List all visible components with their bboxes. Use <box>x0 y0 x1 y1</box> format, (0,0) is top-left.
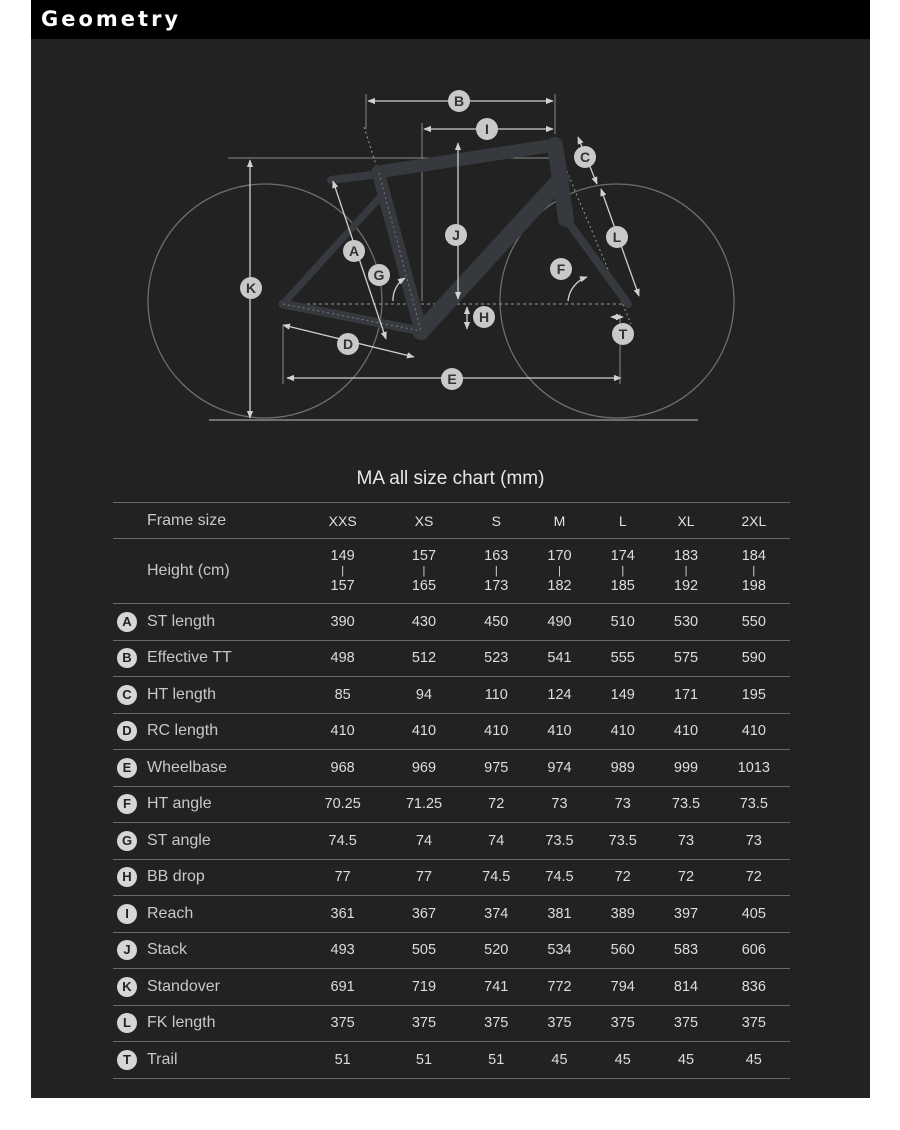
table-row <box>113 640 790 677</box>
svg-text:E: E <box>447 371 457 387</box>
size-header: L <box>591 503 654 539</box>
table-row <box>113 859 790 896</box>
svg-text:C: C <box>579 149 591 165</box>
table-cell: 72 <box>591 859 654 896</box>
row-label <box>113 859 302 896</box>
table-cell: 74 <box>383 823 464 860</box>
table-cell: 490 <box>528 604 591 641</box>
letter-badge: C <box>117 685 137 705</box>
height-cell <box>302 539 383 604</box>
height-cell <box>465 539 528 604</box>
table-cell: 975 <box>465 750 528 787</box>
letter-badge: K <box>117 977 137 997</box>
height-high: 165 <box>411 577 437 594</box>
height-low: 157 <box>411 547 437 564</box>
height-low: 184 <box>741 547 766 564</box>
row-label <box>113 677 302 714</box>
diagram-letter-a <box>343 240 365 262</box>
height-cell <box>591 539 654 604</box>
height-low: 170 <box>547 547 572 564</box>
table-cell: 410 <box>302 713 383 750</box>
svg-text:D: D <box>342 336 354 352</box>
page-title: Geometry <box>41 7 182 31</box>
table-cell: 110 <box>465 677 528 714</box>
table-cell: 814 <box>654 969 717 1006</box>
table-cell: 405 <box>718 896 790 933</box>
row-label <box>113 640 302 677</box>
frame-size-row <box>113 503 790 539</box>
table-cell: 989 <box>591 750 654 787</box>
table-cell: 969 <box>383 750 464 787</box>
letter-badge: G <box>117 831 137 851</box>
table-cell: 72 <box>654 859 717 896</box>
seat-extension-line <box>364 127 378 171</box>
row-label-text: Effective TT <box>147 649 232 667</box>
letter-badge: T <box>117 1050 137 1070</box>
table-cell: 73.5 <box>528 823 591 860</box>
diagram-letter-i <box>476 118 498 140</box>
row-label-text: HT angle <box>147 795 212 813</box>
table-cell: 73.5 <box>591 823 654 860</box>
table-cell: 375 <box>654 1005 717 1042</box>
svg-text:L: L <box>612 229 622 245</box>
diagram-letter-b <box>448 90 470 112</box>
height-high: 173 <box>484 577 509 594</box>
diagram-letter-k <box>240 277 262 299</box>
svg-text:B: B <box>453 93 465 109</box>
table-cell: 397 <box>654 896 717 933</box>
diagram-letter-e <box>441 368 463 390</box>
table-cell: 51 <box>302 1042 383 1079</box>
table-cell: 124 <box>528 677 591 714</box>
table-cell: 390 <box>302 604 383 641</box>
table-cell: 410 <box>654 713 717 750</box>
table-cell: 794 <box>591 969 654 1006</box>
size-header: XL <box>654 503 717 539</box>
table-row <box>113 823 790 860</box>
diagram-letter-c <box>574 146 596 168</box>
table-cell: 555 <box>591 640 654 677</box>
height-sep: | <box>684 564 688 577</box>
height-cell <box>383 539 464 604</box>
table-cell: 51 <box>465 1042 528 1079</box>
row-label-text: Standover <box>147 977 220 995</box>
table-cell: 410 <box>528 713 591 750</box>
table-cell: 510 <box>591 604 654 641</box>
row-label <box>113 1042 302 1079</box>
row-label <box>113 750 302 787</box>
row-label <box>113 932 302 969</box>
height-high: 185 <box>610 577 635 594</box>
table-cell: 73.5 <box>654 786 717 823</box>
table-cell: 719 <box>383 969 464 1006</box>
table-cell: 45 <box>654 1042 717 1079</box>
table-cell: 560 <box>591 932 654 969</box>
table-cell: 73 <box>654 823 717 860</box>
table-cell: 575 <box>654 640 717 677</box>
table-cell: 974 <box>528 750 591 787</box>
svg-text:H: H <box>478 309 490 325</box>
table-cell: 530 <box>654 604 717 641</box>
size-header: XS <box>383 503 464 539</box>
table-cell: 541 <box>528 640 591 677</box>
arc-f <box>568 277 587 301</box>
svg-text:J: J <box>452 227 460 243</box>
table-row <box>113 1042 790 1079</box>
table-cell: 505 <box>383 932 464 969</box>
geometry-table <box>113 502 790 1079</box>
svg-text:T: T <box>618 326 628 342</box>
table-cell: 375 <box>465 1005 528 1042</box>
size-header: M <box>528 503 591 539</box>
row-label-text: HT length <box>147 685 217 703</box>
table-cell: 74.5 <box>465 859 528 896</box>
table-cell: 45 <box>528 1042 591 1079</box>
height-low: 163 <box>484 547 509 564</box>
table-cell: 389 <box>591 896 654 933</box>
rear-wheel <box>148 184 382 418</box>
bike-geometry-diagram <box>31 39 870 459</box>
table-cell: 691 <box>302 969 383 1006</box>
letter-badge: I <box>117 904 137 924</box>
diagram-letter-l <box>606 226 628 248</box>
diagram-letter-f <box>550 258 572 280</box>
table-cell: 195 <box>718 677 790 714</box>
svg-text:F: F <box>556 261 566 277</box>
table-cell: 73 <box>528 786 591 823</box>
table-cell: 74.5 <box>528 859 591 896</box>
height-sep: | <box>621 564 625 577</box>
table-cell: 410 <box>718 713 790 750</box>
height-low: 149 <box>330 547 355 564</box>
diagram-letter-h <box>473 306 495 328</box>
diagram-letter-t <box>612 323 634 345</box>
height-sep: | <box>558 564 561 577</box>
table-cell: 70.25 <box>302 786 383 823</box>
table-cell: 85 <box>302 677 383 714</box>
table-cell: 171 <box>654 677 717 714</box>
header-bar <box>31 0 870 39</box>
table-cell: 375 <box>302 1005 383 1042</box>
row-label-text: ST angle <box>147 831 211 849</box>
table-cell: 74.5 <box>302 823 383 860</box>
letter-badge: H <box>117 867 137 887</box>
height-high: 182 <box>547 577 572 594</box>
table-row <box>113 932 790 969</box>
letter-badge: J <box>117 940 137 960</box>
height-high: 157 <box>330 577 355 594</box>
svg-text:G: G <box>373 267 385 283</box>
frame-size-label: Frame size <box>113 503 302 539</box>
letter-badge: D <box>117 721 137 741</box>
height-low: 174 <box>610 547 635 564</box>
table-cell: 520 <box>465 932 528 969</box>
row-label <box>113 604 302 641</box>
height-sep: | <box>341 564 345 577</box>
table-cell: 493 <box>302 932 383 969</box>
row-label <box>113 1005 302 1042</box>
table-cell: 94 <box>383 677 464 714</box>
table-cell: 512 <box>383 640 464 677</box>
row-label-text: RC length <box>147 722 219 740</box>
table-cell: 72 <box>718 859 790 896</box>
table-row <box>113 713 790 750</box>
table-cell: 534 <box>528 932 591 969</box>
height-cell <box>718 539 790 604</box>
letter-badge: L <box>117 1013 137 1033</box>
height-cell <box>654 539 717 604</box>
diagram-letter-g <box>368 264 390 286</box>
table-cell: 968 <box>302 750 383 787</box>
table-cell: 77 <box>302 859 383 896</box>
table-cell: 71.25 <box>383 786 464 823</box>
table-cell: 590 <box>718 640 790 677</box>
table-row <box>113 969 790 1006</box>
table-cell: 410 <box>383 713 464 750</box>
table-cell: 375 <box>591 1005 654 1042</box>
table-cell: 999 <box>654 750 717 787</box>
row-label-text: Trail <box>147 1050 178 1068</box>
row-label-text: Stack <box>147 941 188 959</box>
table-cell: 72 <box>465 786 528 823</box>
table-row <box>113 677 790 714</box>
height-low: 183 <box>673 547 699 564</box>
table-row <box>113 786 790 823</box>
height-sep: | <box>494 564 498 577</box>
table-cell: 51 <box>383 1042 464 1079</box>
table-cell: 45 <box>718 1042 790 1079</box>
table-row <box>113 896 790 933</box>
diagram-letter-j <box>445 224 467 246</box>
table-cell: 374 <box>465 896 528 933</box>
height-sep: | <box>752 564 756 577</box>
table-row <box>113 750 790 787</box>
table-cell: 381 <box>528 896 591 933</box>
row-label <box>113 969 302 1006</box>
row-label-text: Reach <box>147 904 194 922</box>
height-row <box>113 539 790 604</box>
diagram-letter-d <box>337 333 359 355</box>
table-cell: 73 <box>591 786 654 823</box>
height-cell <box>528 539 591 604</box>
svg-text:K: K <box>245 280 257 296</box>
table-cell: 149 <box>591 677 654 714</box>
row-label-text: BB drop <box>147 868 205 886</box>
row-label-text: FK length <box>147 1014 216 1032</box>
table-cell: 367 <box>383 896 464 933</box>
row-label <box>113 713 302 750</box>
table-cell: 606 <box>718 932 790 969</box>
table-row <box>113 1005 790 1042</box>
table-cell: 73 <box>718 823 790 860</box>
table-cell: 523 <box>465 640 528 677</box>
table-cell: 583 <box>654 932 717 969</box>
table-cell: 73.5 <box>718 786 790 823</box>
letter-badge: F <box>117 794 137 814</box>
svg-text:A: A <box>348 243 360 259</box>
row-label <box>113 823 302 860</box>
height-sep: | <box>422 564 426 577</box>
svg-text:I: I <box>485 121 489 137</box>
height-high: 198 <box>741 577 766 594</box>
letter-badge: A <box>117 612 137 632</box>
table-cell: 836 <box>718 969 790 1006</box>
table-cell: 77 <box>383 859 464 896</box>
row-label <box>113 896 302 933</box>
table-cell: 430 <box>383 604 464 641</box>
table-row <box>113 604 790 641</box>
table-cell: 550 <box>718 604 790 641</box>
table-cell: 741 <box>465 969 528 1006</box>
letter-badge: E <box>117 758 137 778</box>
letter-badge: B <box>117 648 137 668</box>
table-cell: 45 <box>591 1042 654 1079</box>
size-header: XXS <box>302 503 383 539</box>
table-cell: 375 <box>383 1005 464 1042</box>
table-cell: 74 <box>465 823 528 860</box>
table-cell: 375 <box>528 1005 591 1042</box>
table-cell: 772 <box>528 969 591 1006</box>
table-cell: 1013 <box>718 750 790 787</box>
size-header: S <box>465 503 528 539</box>
table-cell: 375 <box>718 1005 790 1042</box>
height-label: Height (cm) <box>113 539 302 604</box>
height-high: 192 <box>673 577 699 594</box>
table-cell: 410 <box>591 713 654 750</box>
size-header: 2XL <box>718 503 790 539</box>
table-cell: 450 <box>465 604 528 641</box>
row-label-text: Wheelbase <box>147 758 228 776</box>
row-label-text: ST length <box>147 612 216 630</box>
table-cell: 410 <box>465 713 528 750</box>
table-cell: 361 <box>302 896 383 933</box>
geometry-panel <box>31 39 870 1098</box>
row-label <box>113 786 302 823</box>
table-cell: 498 <box>302 640 383 677</box>
chart-title: MA all size chart (mm) <box>356 468 545 489</box>
